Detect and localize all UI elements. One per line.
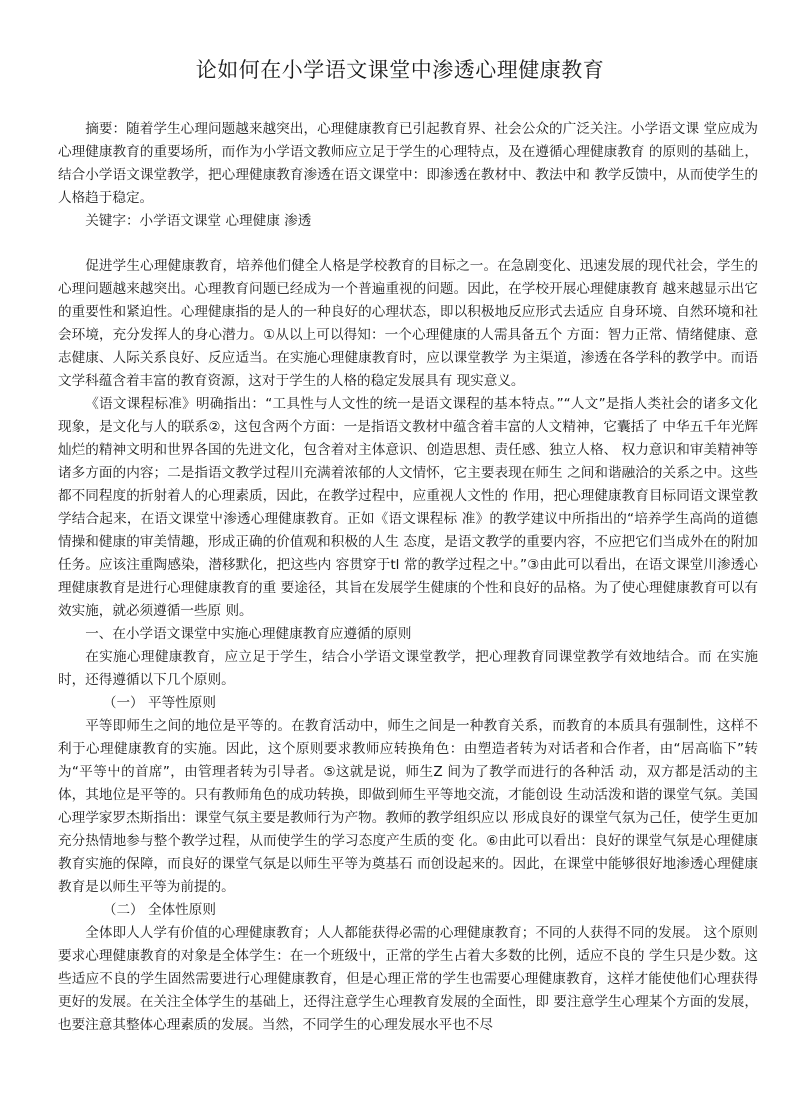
subsection-text-1: 平等即师生之间的地位是平等的。在教育活动中，师生之间是一种教育关系，而教育的本质具有强制性，这样不利于心理健康教育的实施。因此，这个原则要求教师应转换角色：由塑造者转为对话者和合作者，由“居高临下”转为“平等屮的首席”，由管理者转为引导者。⑤这就是说，师生Z 间为了教学而进行的各种活 动，双方都是活动的主体，其地位是平等的。只有教师角色的成功转换，即做到师生平等地交流，才能创设 生动活泼和谐的课堂气氛。美国心理学家罗杰斯指出：课堂气氛主要是教师行为产物。教师的教学组织应以 形成良好的课堂气氛为己任，使学生更加充分热情地参与整个教学过程，从而使学生的学习态度产生质的变 化。⑥由此可以看出：良好的课堂气氛是心理健康教育实施的保障，而良好的课堂气氛是以师生平等为奠基石 而创设起来的。因此，在课堂中能够很好地渗透心理健康教育是以师生平等为前提的。 [58, 718, 758, 895]
body-paragraph-1: 促进学生心理健康教育，培养他们健全人格是学校教育的目标之一。在急剧变化、迅速发展的现代社会，学生的心理问题越来越突出。心理教育问题已经成为一个普遍重视的问题。因此，在学校开展心理健康教育 越来越显示出它的重要性和紧迫性。心理健康指的是人的一种良好的心理状态，即以积极地反应形式去适应 自身环境、自然环境和社会环境，充分发挥人的身心潜力。①从以上可以得知：一个心理健康的人需具备五个 方面：智力正常、情绪健康、意志健康、人际关系良好、反应适当。在实施心理健康教育时，应以课堂教学 为主渠道，渗透在各学科的教学中。而语文学科蕴含着丰富的教育资源，这对于学生的人格的稳定发展具有 现实意义。 [58, 258, 758, 389]
keywords-line: 关键字：小学语文课堂 心理健康 渗透 [85, 213, 312, 229]
section-intro: 在实施心理健康教育，应立足于学生，结合小学语文课堂教学，把心理教育同课堂教学有效地结合。而 在实施时，还得遵循以下几个原则。 [58, 649, 758, 688]
abstract-block [58, 118, 758, 233]
document-title: 论如何在小学语文课堂中渗透心理健康教育 [195, 58, 605, 82]
abstract-text: 摘要：随着学生心理问题越来越突出，心理健康教育已引起教育界、社会公众的广泛关注。小学语文课 堂应成为心理健康教育的重要场所，而作为小学语文教师应立足于学生的心理特点，及在遵循心理健康教育 的原则的基础上，结合小学语文课堂教学，把心理健康教育渗透在语文课堂中：即渗透在教材中、教法中和 教学反馈中，从而使学生的人格趋于稳定。 [58, 121, 758, 206]
spacer [58, 233, 758, 255]
document-body [58, 118, 758, 1037]
subsection-heading-1: （一） 平等性原则 [102, 695, 216, 711]
subsection-text-2: 全体即人人学有价值的心理健康教育；人人都能获得必需的心理健康教育；不同的人获得不同的发展。 这个原则要求心理健康教育的对象是全体学生：在一个班级屮，正常的学生占着大多数的比例，适应不良的 学生只是少数。这些适应不良的学生固然需要进行心理健康教育，但是心理正常的学生也需要心理健康教育，这样才能使他们心理获得更好的发展。在关注全体学生的基础上，还得注意学生心理教育发展的全面性，即 要注意学生心理某个方面的发展，也要注意其整体心理素质的发展。当然，不同学生的心理发展水平也不尽 [58, 925, 758, 1033]
section-heading-1: 一、在小学语文课堂中实施心理健康教育应遵循的原则 [85, 626, 412, 642]
subsection-heading-2: （二） 全体性原则 [102, 902, 216, 918]
body-paragraph-2: 《语文课程标准》明确指出：“工具性与人文性的统一是语文课程的基本特点。”“人文”是指人类社会的诸多文化现象，是文化与人的联系②，这包含两个方面：一是指语文教材中蕴含着丰富的人文精神，它囊括了 中华五千年光辉灿烂的精神文明和世界各国的先进文化，包含着对主体意识、创造思想、责任感、独立人格、 权力意识和审美精神等诸多方面的内容；二是指语文教学过程川充满着浓郁的人文情怀，它主要表现在师生 之间和谐融洽的关系之中。这些都不同程度的折射着人的心理素质，因此，在教学过程中，应重视人文性的 作用，把心理健康教育目标同语文课堂教学结合起来，在语文课堂屮渗透心理健康教育。正如《语文课程标 准》的教学建议中所指出的“培养学生高尚的道德情操和健康的审美情趣，形成正确的价值观和积极的人生 态度，是语文教学的重要内容，不应把它们当成外在的附加任务。应该注重陶感染，潜移默化，把这些内 容贯穿于tl 常的教学过程之屮。”③由此可以看出，在语文课堂川渗透心理健康教育是进行心理健康教育的重 要途径，其旨在发展学生健康的个性和良好的品格。为了使心理健康教育可以有效实施，就必须遵循一些原 则。 [58, 396, 758, 619]
